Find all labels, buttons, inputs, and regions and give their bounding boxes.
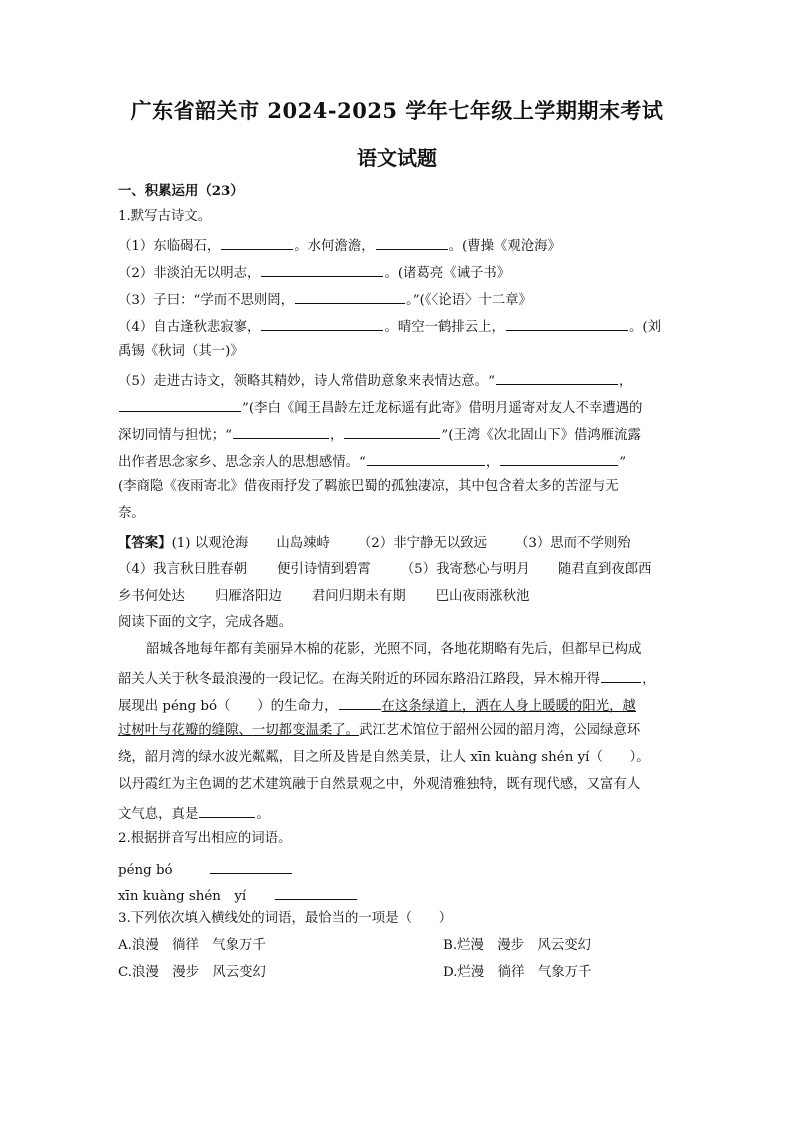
answer-blank[interactable] xyxy=(339,695,381,710)
option-d[interactable]: D.烂漫 徜徉 气象万千 xyxy=(443,965,592,980)
question-1-item-4-cont: 禹锡《秋词（其一)》 xyxy=(118,344,244,359)
question-1-item-5-line-5: (李商隐《夜雨寄北》借夜雨抒发了羁旅巴蜀的孤独凄凉，其中包含着太多的苦涩与无 xyxy=(118,479,619,494)
question-1-item-5-line-3: 深切同情与担忧；“ ， ”(王湾《次北固山下》借鸿雁流露 xyxy=(118,424,678,445)
reading-para-line-3: 展现出 péng bó（ ）的生命力， 在这条绿道上，洒在人身上暖暖的阳光，越 xyxy=(118,695,678,716)
reading-para-line-7: 文气息，真是 。 xyxy=(118,803,678,824)
answer-blank[interactable] xyxy=(210,859,292,874)
answer-line-2: （4）我言秋日胜春朝 便引诗情到碧霄 （5）我寄愁心与明月 随君直到夜郎西 xyxy=(118,562,652,577)
pinyin-item-2: xīn kuàng shén yí xyxy=(118,885,678,906)
option-b[interactable]: B.烂漫 漫步 风云变幻 xyxy=(443,938,592,953)
question-1-stem: 1.默写古诗文。 xyxy=(118,209,212,224)
option-a[interactable]: A.浪漫 徜徉 气象万千 xyxy=(118,938,266,953)
answer-blank[interactable] xyxy=(261,316,383,331)
reading-para-line-4: 过树叶与花瓣的缝隙、一切都变温柔了。武江艺术馆位于韶州公园的韶月湾，公园绿意环 xyxy=(118,723,641,738)
question-3-stem: 3.下列依次填入横线处的词语，最恰当的一项是（ ） xyxy=(118,911,453,926)
answer-blank[interactable] xyxy=(500,451,618,466)
answer-blank[interactable] xyxy=(376,235,448,250)
answer-line-1: 【答案】(1) 以观沧海 山岛竦峙 （2）非宁静无以致远 （3）思而不学则殆 xyxy=(118,535,631,551)
question-1-item-2: （2）非淡泊无以明志， 。(诸葛亮《诫子书》 xyxy=(118,262,678,283)
page-title: 广东省韶关市 2024-2025 学年七年级上学期期末考试 xyxy=(130,98,664,123)
answer-blank[interactable] xyxy=(199,803,255,818)
answer-blank[interactable] xyxy=(295,289,405,304)
answer-blank[interactable] xyxy=(221,235,293,250)
answer-blank[interactable] xyxy=(506,316,628,331)
answer-blank[interactable] xyxy=(601,668,641,683)
answer-label: 【答案】 xyxy=(118,535,172,551)
question-2-stem: 2.根据拼音写出相应的词语。 xyxy=(118,831,292,846)
answer-blank[interactable] xyxy=(275,885,357,900)
answer-blank[interactable] xyxy=(233,424,329,439)
reading-para-line-2: 韶关人关于秋冬最浪漫的一段记忆。在海关附近的环园东路沿江路段，异木棉开得 ， xyxy=(118,668,678,689)
answer-blank[interactable] xyxy=(261,262,383,277)
answer-blank[interactable] xyxy=(344,424,440,439)
reading-intro: 阅读下面的文字，完成各题。 xyxy=(118,615,293,630)
question-1-item-1: （1）东临碣石， 。水何澹澹， 。(曹操《观沧海》 xyxy=(118,235,678,256)
option-c[interactable]: C.浪漫 漫步 风云变幻 xyxy=(118,965,266,980)
question-1-item-5: （5）走进古诗文，领略其精妙，诗人常借助意象来表情达意。“ ， xyxy=(118,370,678,391)
answer-blank[interactable] xyxy=(496,370,618,385)
pinyin-item-1: péng bó xyxy=(118,859,678,880)
reading-para-line-6: 以丹霞红为主色调的艺术建筑融于自然景观之中，外观清雅独特，既有现代感，又富有人 xyxy=(118,777,641,792)
question-1-item-5-line-6: 奈。 xyxy=(118,506,145,521)
section-heading: 一、积累运用（23） xyxy=(118,183,244,199)
reading-para-line-1: 韶城各地每年都有美丽异木棉的花影，光照不同，各地花期略有先后，但都早已构成 xyxy=(146,642,642,657)
answer-blank[interactable] xyxy=(119,397,241,412)
reading-para-line-5: 绕，韶月湾的绿水波光粼粼，目之所及皆是自然美景，让人 xīn kuàng shén yí（ ）。 xyxy=(118,750,650,765)
answer-line-3: 乡书何处达 归雁洛阳边 君问归期未有期 巴山夜雨涨秋池 xyxy=(118,589,530,604)
page-subtitle: 语文试题 xyxy=(357,146,437,170)
question-1-item-5-line-4: 出作者思念家乡、思念亲人的思想感情。“ ， ” xyxy=(118,451,678,472)
answer-blank[interactable] xyxy=(367,451,485,466)
question-1-item-5-line-2: ”(李白《闻王昌龄左迁龙标遥有此寄》借明月遥寄对友人不幸遭遇的 xyxy=(118,397,678,418)
question-1-item-4: （4）自古逢秋悲寂寥， 。晴空一鹤排云上， 。(刘 xyxy=(118,316,678,337)
question-1-item-3: （3）子曰：“学而不思则罔， 。”(《〈论语〉十二章》 xyxy=(118,289,678,310)
